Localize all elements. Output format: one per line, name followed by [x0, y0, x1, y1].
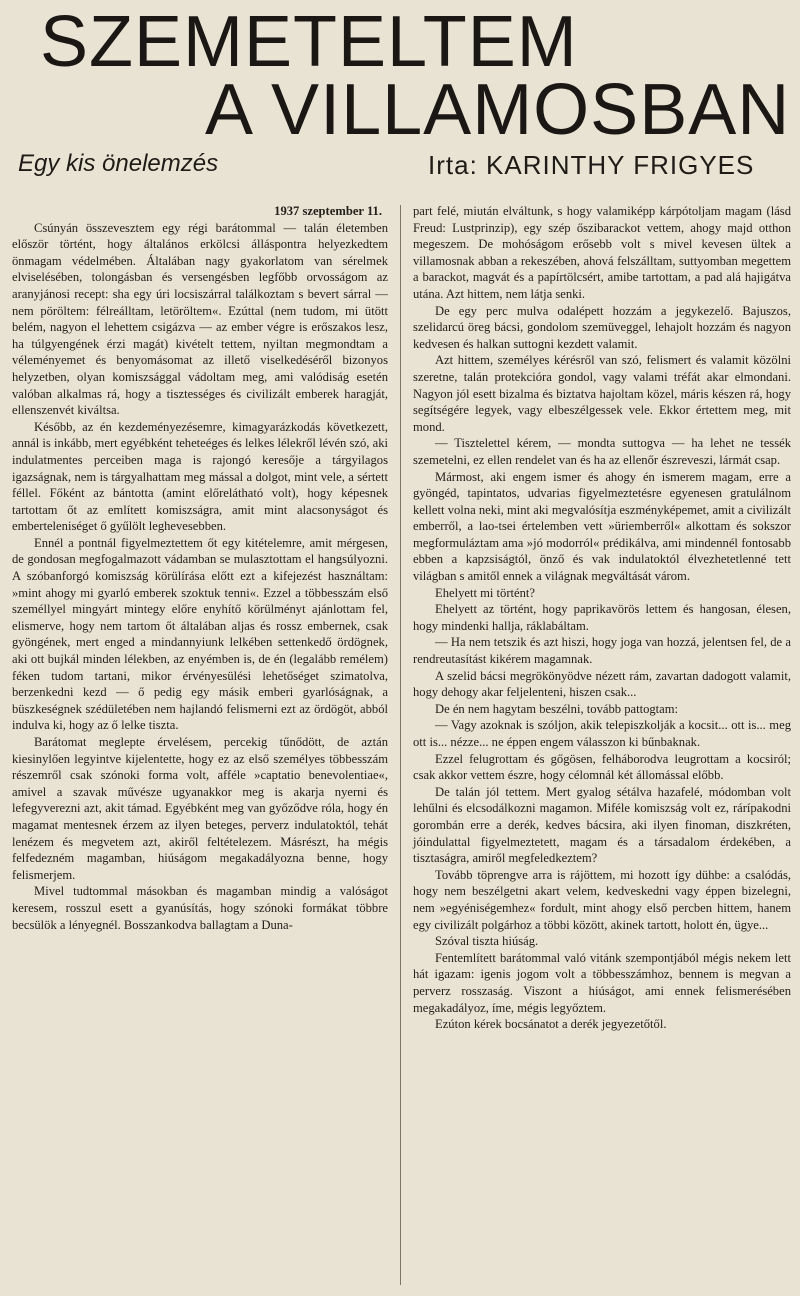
paragraph: Szóval tiszta hiúság. — [435, 934, 539, 949]
paragraph: part felé, miután elváltunk, s hogy valamiképp kárpótoljam magam (lásd Freud: Lustprinzip), egy szép őszibarackot vettem, ahogy majd otthon megeszem. De mohóságom erősebb volt s mivel kevesen ültek a villamosnak abban a rekeszében, ahová felszálltam, suttyomban megettem a barackot, magvát és a papírtölcsért, amibe tartottam, a pad alá hajigátva utána. Azt hittem, nem látja senki. — [413, 204, 791, 301]
paragraph: Ennél a pontnál figyelmeztettem őt egy kitételemre, amit mérgesen, de gondosan megfogalmazott vádamban se mulasztottam el hangsúlyozni. A szóbanforgó komiszság körülírása előtt ezt a kifejezést használtam: »mint ahogy mi gyarló emberek szoktuk tenni«. Ezzel a többesszám első személlyel mingyárt mintegy előre enyhítő körülményt ajánlottam fel, elismerve, hogy nem tartom őt általában aljas és rossz embernek, csak gyöngének, mert enged a mindannyiunk lelkében settenkedő ördögnek, aki ott bujkál minden lélekben, az enyémben is, de én (legalább remélem) féken tudom tartani, mikor érvényesülési lehetőséget szimatolva, berzenkedni kezd — ő pedig egy másik emberi gyarlóságnak, a büszkeségnek szédületében nem hajlandó felismerni ezt az ördögöt, abból indulva ki, hogy az ő lelke tiszta. — [12, 535, 388, 733]
paragraph: Barátomat meglepte érvelésem, percekig tűnődött, de aztán kiesinylően legyintve kijelentette, hogy ez az első személyes többesszám részemről csak szónoki forma volt, afféle »captatio benevolentiae«, amivel a szavak művésze ugyanakkor meg is akarja nyerni és lefegyverezni azt, akit támad. Egyébként meg van győződve róla, hogy én magamat mentesnek érzem az ilyen beteges, perverz indulatoktól, tehát lenézem és megvetem azt, akiről feltételezem. Másrészt, ha mégis felfedezném magamban, hiúságom megakadályozna benne, hogy felismerjem. — [12, 735, 388, 882]
paragraph: A szelid bácsi megrökönyödve nézett rám, zavartan dadogott valamit, hogy dehogy akar feljelenteni, hiszen csak... — [413, 668, 791, 700]
paragraph: Tovább töprengve arra is rájöttem, mi hozott így dühbe: a csalódás, hogy nem beszélgetni akart velem, kedveskedni vagy éppen bizelegni, nem »egyéniségemhez« fordult, mint ahogy első percben hittem, hanem egy civilizált polgárhoz a többi között, akinek tartott, holott én, ügye... — [413, 867, 791, 932]
paragraph: Ehelyett az történt, hogy paprikavörös lettem és hangosan, élesen, hogy mindenki hallja, ráklabáltam. — [413, 602, 791, 633]
paragraph: De én nem hagytam beszélni, tovább pattogtam: — [435, 701, 679, 716]
right-column — [413, 203, 791, 1033]
paragraph: Ezzel felugrottam és gőgösen, felháborodva leugrottam a kocsiról; csak akkor vettem észre, hogy célomnál két állomással előbb. — [413, 751, 791, 783]
paragraph: Azt hittem, személyes kérésről van szó, felismert és valamit közölni szeretne, talán protekcióra gondol, vagy valami tréfát akar elmondani. Nagyon jól esett bizalma és biztatva hajoltam közel, máris készen rá, hogy segítségére legyek, vagy elbeszélgessek vele. Ekkor értettem meg, mit mond. — [413, 353, 791, 434]
headline-line-1: SZEMETELTEM — [40, 2, 578, 82]
paragraph: Ezúton kérek bocsánatot a derék jegyezetőtől. — [435, 1017, 667, 1032]
paragraph: Mivel tudtommal másokban és magamban mindig a valóságot keresem, rosszul esett a gyanúsítás, hogy szónoki formákat többre becsülök a lényegnél. Bosszankodva ballagtam a Duna- — [12, 884, 388, 932]
paragraph: De talán jól tettem. Mert gyalog sétálva hazafelé, módomban volt lehűlni és elcsodálkozni magamon. Miféle komiszság volt ez, rárípakodni gorombán erre a derék, kedves bácsira, aki ilyen finoman, diszkréten, jóindulattal figyelmeztetett, magam és a társadalom érdekében, a tisztaságra, amiről megfeledkeztem? — [413, 784, 791, 866]
left-column — [12, 203, 388, 933]
headline-line-2: A VILLAMOSBAN — [205, 70, 791, 150]
paragraph: Ehelyett mi történt? — [435, 585, 536, 600]
paragraph: — Tisztelettel kérem, — mondta suttogva — ha lehet ne tessék szemetelni, ez ellen rendelet van és ha az ellenőr észreveszi, lármát csap. — [413, 436, 791, 467]
paragraph: Fentemlített barátommal való vitánk szempontjából mégis nekem lett hát igazam: igenis jogom volt a többesszámhoz, bennem is megvan a perverz rosszaság. Viszont a hiúságot, ami ennek felismerésében megakadályoz, íme, mégis legyőztem. — [413, 950, 791, 1015]
subtitle: Egy kis önelemzés — [18, 150, 219, 177]
paragraph: Mármost, aki engem ismer és ahogy én ismerem magam, erre a gyöngéd, tapintatos, udvarias figyelmeztetésre egyenesen gratulálnom kellett volna neki, mint aki megvalósítja eszményképemet, amit a civilizált emberről, a lao-tsei értelemben vett »üriemberről« alkottam és sokszor megformuláztam ama »jó modorról« prédikálva, ami mindennél fontosabb ebben a kapzsiságtól, önző és vak indulatoktól élvezhetetlenné tett világban s amitől ennek a világnak megváltását várom. — [413, 469, 791, 584]
paragraph: De egy perc mulva odalépett hozzám a jegykezelő. Bajuszos, szelidarcú öreg bácsi, gondolom szemüveggel, lehajolt hozzám és nagyon kedvesen és halkan suttogni kezdett valamit. — [413, 303, 791, 351]
paragraph: — Ha nem tetszik és azt hiszi, hogy joga van hozzá, jelentsen fel, de a rendreutasítást kikérem magamnak. — [413, 635, 791, 667]
column-divider — [400, 205, 401, 1285]
byline: Irta: KARINTHY FRIGYES — [428, 150, 755, 180]
article-date: 1937 szeptember 11. — [274, 204, 382, 218]
paragraph: Később, az én kezdeményezésemre, kimagyarázkodás következett, annál is inkább, mert egyébként teheteéges és lelkes lélekről lévén szó, aki indulatmentes perceiben maga is rajongó keresője a tárgyilagos igazságnak, nem is tárgyalhattam meg mással a dolgot, mint vele, a sértett féllel. Főként az bántotta (amint előrelátható volt), hogy képesnek tartottam őt az említett komiszságra, amit mint alacsonyságot és emberteleniséget ő gyűlölt leghevesebben. — [12, 419, 388, 534]
paragraph: — Vagy azoknak is szóljon, akik telepiszkolják a kocsit... ott is... meg ott is... nézze... ne éppen engem válasszon ki bűnbaknak. — [413, 718, 791, 749]
paragraph: Csúnyán összevesztem egy régi barátommal — talán életemben először történt, hogy általános erkölcsi álláspontra helyezkedtem önmagam védelmében. Általában nagy gyakorlatom van sérelmek elviselésében, tolongásban és versengésben legfőbb orvosságom az aranyjánosi recept: sha egy úri locsiszárral találkoztam s bevert sárral — nem pöröltem: félreálltam, letöröltem«. Ezúttal (nem tudom, mi ütött belém, nagyon el lehettem csigázva — az ember végre is erőszakos lesz, ha túlgyengének érzi magát) kivételt tettem, nyiltan megmondtam a véleményemet és benyomásomat az illető viselkedéséről bizonyos helyzetben, olyan komiszsággal vádoltam meg, ami valódiság esetén valóban alkalmas rá, hogy a tisztességes és civilizált emberek haragját, ellenszenvét kiváltsa. — [12, 220, 388, 418]
